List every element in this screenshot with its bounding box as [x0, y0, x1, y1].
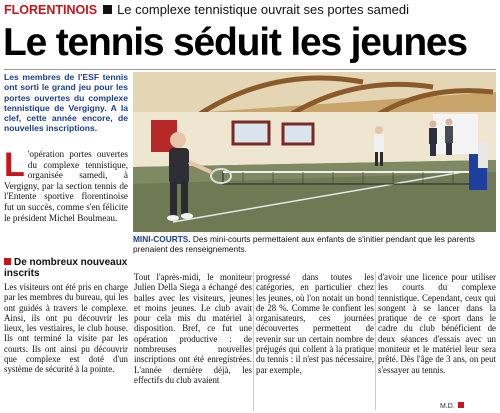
article-column-3: progressé dans toutes les catégories, en particulier chez les jeunes, où l'on notait un bond de 28 %. Comme le confient les organisateurs, ces journées découvertes permettent de revenir sur un certain nombre de préjugés qui collent à la pratique du tennis : il n'est pas nécessaire, par exemple,: [256, 272, 374, 375]
article-column-1: Les visiteurs ont été pris en charge par les membres du bureau, qui les ont guidés à travers le complexe. Ainsi, ils ont pu découvrir les lieux, les vestiaires, le club house. Ils ont terminé la visite par les courts. Ils ont ainsi pu découvrir que complexe est doté d'un système de sécurité à la pointe.: [4, 282, 128, 375]
square-bullet-icon: [4, 258, 11, 265]
photo-caption: [133, 234, 496, 266]
article-column-2: Tout l'après-midi, le moniteur Julien Della Siega a échangé des balles avec les visiteurs, jeunes et moins jeunes. Le club avait pour cela mis du matériel à disposition. Bref, ce fut une opération productive : de nombreuses nouvelles inscriptions ont été enregistrées. L'année dernière déjà, les effectifs du club avaient: [134, 272, 252, 385]
page-title: Le tennis séduit les jeunes: [3, 21, 467, 64]
divider: [4, 69, 496, 70]
dropcap: L: [4, 146, 25, 184]
sign-board: [478, 142, 488, 168]
article-lead: [4, 146, 128, 253]
caption-text: Des mini-courts permettaient aux enfants de s'initier pendant que les parents prenaient des renseignements.: [133, 234, 475, 255]
end-mark-icon: [458, 402, 464, 408]
kicker-text: Le complexe tennistique ouvrait ses portes samedi: [117, 2, 409, 17]
column-divider: [253, 272, 254, 410]
article-photo: [133, 72, 496, 232]
article-chapo: Les membres de l'ESF tennis ont sorti le grand jeu pour les portes ouvertes du complexe tennistique de Vergigny. A la clef, cette année encore, de nouvelles inscriptions.: [4, 72, 128, 134]
caption-label: MINI-COURTS.: [133, 234, 191, 244]
signature-text: M.D.: [440, 403, 455, 410]
rubric-label: FLORENTINOIS: [4, 2, 98, 17]
author-signature: [440, 402, 464, 410]
lead-text: 'opération portes ouvertes du complexe tennistique, organisée samedi, à Vergigny, par la section tennis de l'Entente sportive florentinoise fut un succès, comme s'en félicite le président Michel Boulmeau.: [4, 149, 128, 223]
column-divider: [375, 272, 376, 410]
article-column-4: d'avoir une licence pour utiliser les courts du complexe tennistique. Cependant, ceux qui songent à se lancer dans la pratique de ce sport dans le cadre du club bénéficient de deux séances d'essais avec un moniteur et le matériel leur sera prêté. Dès l'âge de 3 ans, on peut s'essayer au tennis.: [378, 272, 496, 375]
window-light: [433, 114, 478, 154]
section-subhead: [4, 257, 128, 281]
subhead-text: De nombreux nouveaux inscrits: [4, 257, 128, 280]
square-bullet-icon: [103, 5, 112, 14]
window: [283, 124, 313, 144]
window: [233, 122, 269, 144]
tennis-hall-illustration: [133, 72, 496, 232]
kicker-line: [4, 1, 409, 18]
